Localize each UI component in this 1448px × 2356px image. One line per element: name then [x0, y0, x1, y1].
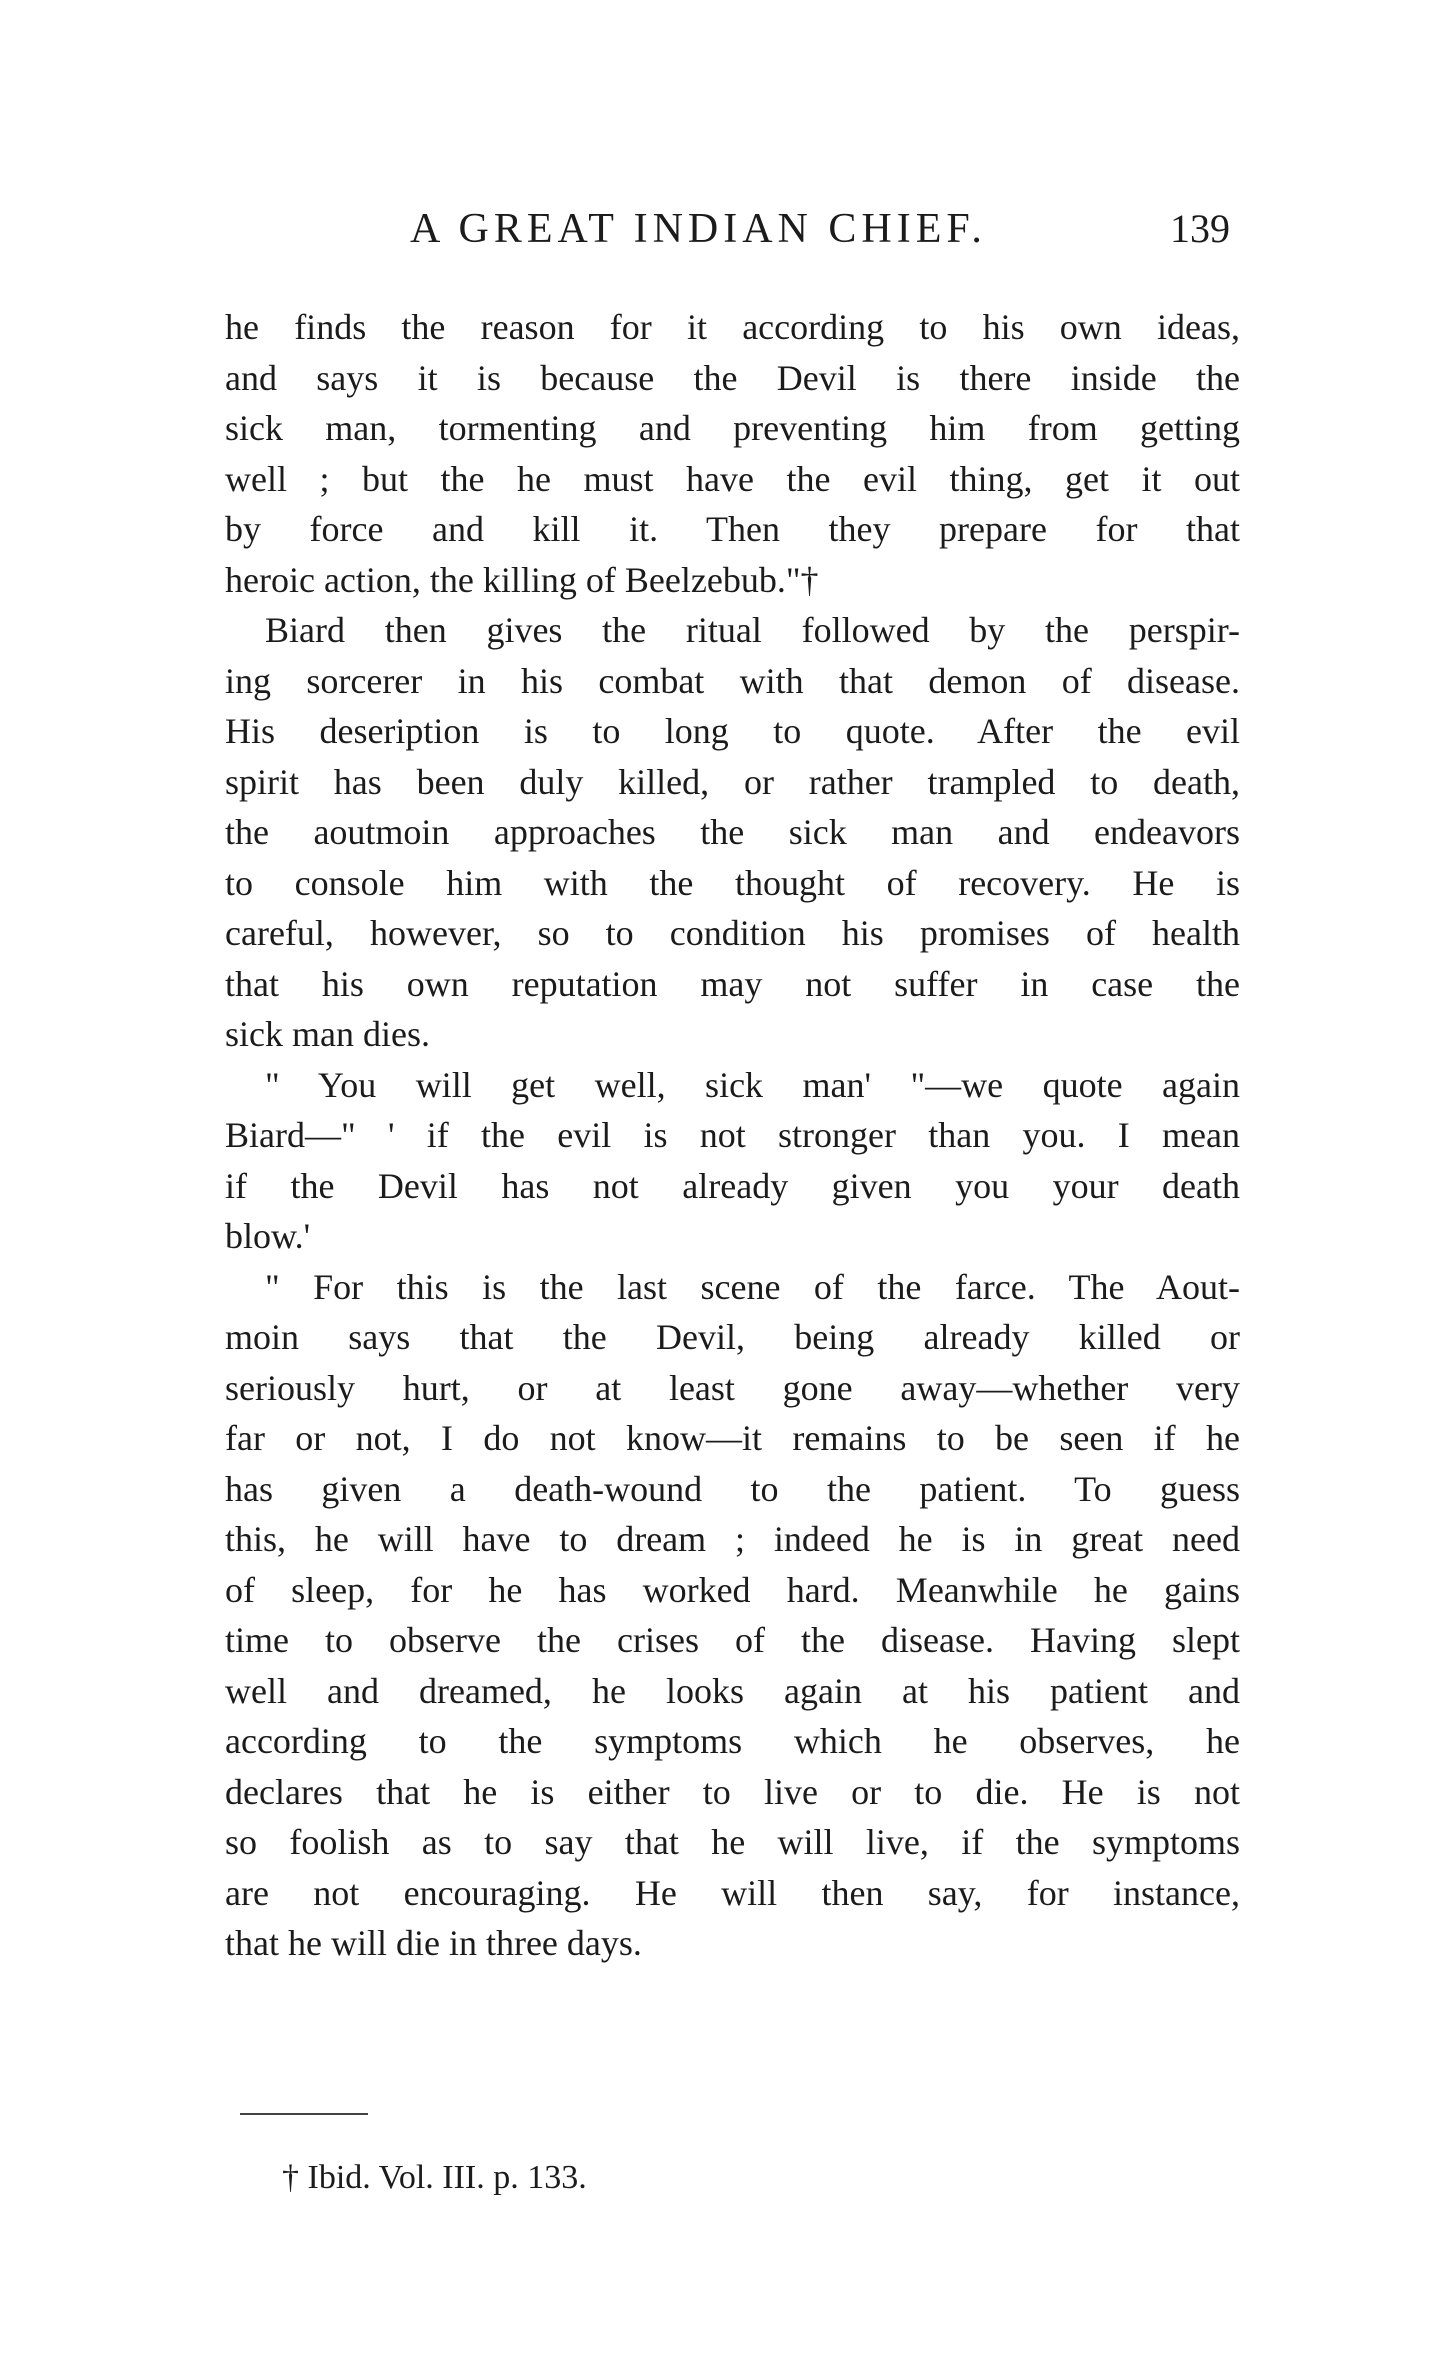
text-line: Biard then gives the ritual followed by the perspir- — [265, 610, 1240, 650]
text-line: by force and kill it. Then they prepare for that — [225, 509, 1240, 549]
text-line: has given a death-wound to the patient. To guess — [225, 1468, 1240, 1509]
text-line: that his own reputation may not suffer in case the — [225, 963, 1240, 1004]
text-line: Biard—" ' if the evil is not stronger than you. I mean — [225, 1115, 1240, 1155]
footnote: † Ibid. Vol. III. p. 133. — [282, 2159, 587, 2196]
text-line: well and dreamed, he looks again at his patient and — [225, 1670, 1240, 1711]
text-line: declares that he is either to live or to die. He is not — [225, 1771, 1240, 1812]
text-line: ing sorcerer in his combat with that demon of disease. — [225, 660, 1240, 701]
text-line: are not encouraging. He will then say, for instance, — [225, 1872, 1240, 1913]
page-header — [228, 205, 1238, 265]
text-line: " You will get well, sick man' "—we quote again — [265, 1064, 1240, 1105]
text-line: of sleep, for he has worked hard. Meanwhile he gains — [225, 1569, 1240, 1610]
text-line: heroic action, the killing of Beelzebub."† — [225, 559, 819, 600]
text-line: moin says that the Devil, being already killed or — [225, 1317, 1240, 1357]
text-line: the aoutmoin approaches the sick man and endeavors — [225, 812, 1240, 852]
text-line: if the Devil has not already given you your death — [225, 1165, 1240, 1206]
text-line: to console him with the thought of recovery. He is — [225, 862, 1240, 903]
text-line: sick man dies. — [225, 1014, 430, 1054]
text-line: blow.' — [225, 1216, 311, 1256]
text-line: he finds the reason for it according to his own ideas, — [225, 307, 1240, 347]
page-number: 139 — [1170, 206, 1230, 251]
text-line: this, he will have to dream ; indeed he is in great need — [225, 1519, 1240, 1559]
text-line: and says it is because the Devil is there inside the — [225, 357, 1240, 398]
text-line: careful, however, so to condition his promises of health — [225, 913, 1240, 953]
text-line: so foolish as to say that he will live, if the symptoms — [225, 1822, 1240, 1862]
text-line: His deseription is to long to quote. After the evil — [225, 711, 1240, 751]
text-line: far or not, I do not know—it remains to be seen if he — [225, 1418, 1240, 1458]
text-line: spirit has been duly killed, or rather trampled to death, — [225, 761, 1240, 802]
body-text — [225, 302, 1240, 1969]
footnote-divider — [240, 2113, 368, 2115]
text-line: well ; but the he must have the evil thing, get it out — [225, 458, 1240, 499]
text-line: " For this is the last scene of the farce. The Aout- — [265, 1266, 1240, 1307]
text-line: seriously hurt, or at least gone away—whether very — [225, 1367, 1240, 1408]
text-line: sick man, tormenting and preventing him from getting — [225, 408, 1240, 448]
text-line: time to observe the crises of the disease. Having slept — [225, 1620, 1240, 1660]
text-line: according to the symptoms which he observes, he — [225, 1721, 1240, 1761]
text-line: that he will die in three days. — [225, 1923, 642, 1963]
running-title: A GREAT INDIAN CHIEF. — [410, 206, 987, 252]
